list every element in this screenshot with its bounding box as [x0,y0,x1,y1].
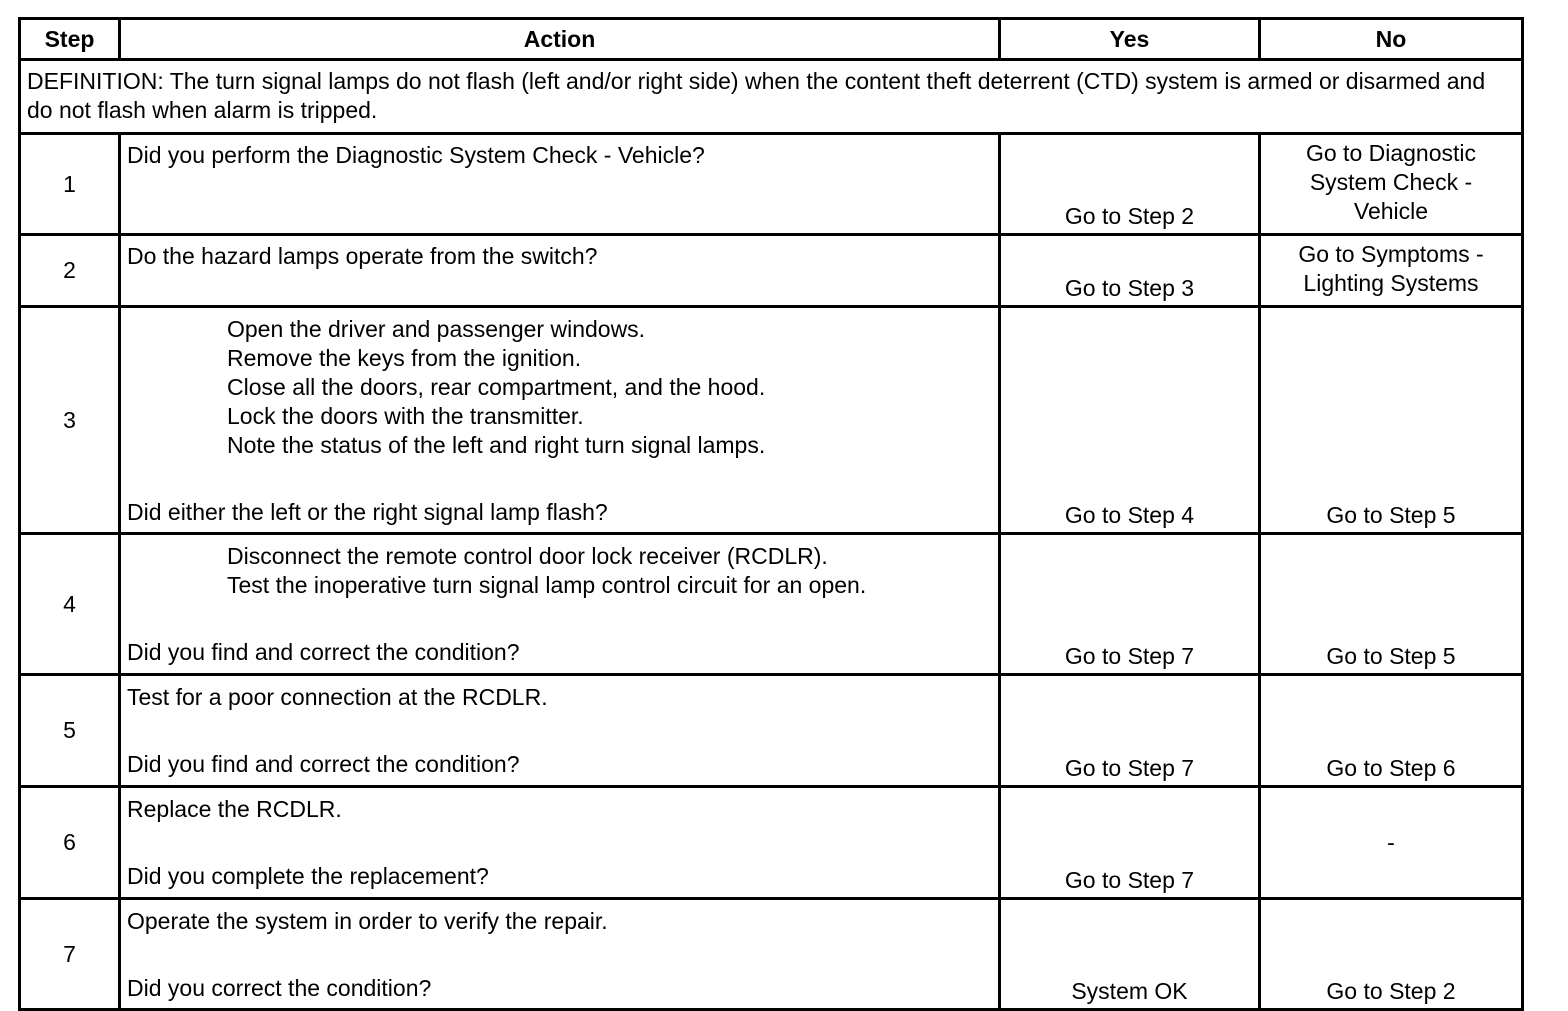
step-number: 3 [20,307,120,534]
yes-action: Go to Step 2 [1064,203,1195,229]
yes-cell [1000,675,1260,787]
table-row [20,235,1523,307]
definition-row [20,60,1523,134]
no-action: Go to Step 5 [1326,502,1456,528]
question-text: Do the hazard lamps operate from the switch? [127,243,598,269]
yes-action: Go to Step 7 [1064,867,1195,893]
no-action: Go to Step 2 [1326,978,1456,1004]
table-row [20,675,1523,787]
action-cell [120,307,1000,534]
table-row [20,307,1523,534]
action-cell [120,235,1000,307]
no-cell [1260,899,1523,1010]
substep-text: Lock the doors with the transmitter. [227,403,584,429]
question-text: Did either the left or the right signal lamp flash? [127,499,608,525]
yes-cell [1000,787,1260,899]
action-cell [120,675,1000,787]
diagnostic-table [18,17,1524,1011]
step-number: 7 [20,899,120,1010]
step-number: 6 [20,787,120,899]
substep-text: Test the inoperative turn signal lamp control circuit for an open. [227,572,867,598]
no-action: Go to Step 6 [1326,755,1456,781]
question-text: Did you correct the condition? [127,975,432,1001]
question-text: Did you find and correct the condition? [127,639,520,665]
yes-cell [1000,307,1260,534]
question-text: Did you complete the replacement? [127,863,489,889]
no-cell [1260,134,1523,235]
table-row [20,787,1523,899]
table-row [20,534,1523,675]
question-text: Did you perform the Diagnostic System Check - Vehicle? [127,142,705,168]
table-row [20,899,1523,1010]
action-cell [120,534,1000,675]
substep-text: Open the driver and passenger windows. [227,316,646,342]
step-number: 2 [20,235,120,307]
instruction-text: Operate the system in order to verify the repair. [127,908,608,934]
yes-cell [1000,134,1260,235]
no-action: - [1387,829,1395,855]
question-text: Did you find and correct the condition? [127,751,520,777]
header-row [20,19,1523,60]
header-no: No [1260,19,1523,60]
yes-cell [1000,534,1260,675]
yes-cell [1000,235,1260,307]
substep-text: Remove the keys from the ignition. [227,345,582,371]
no-cell [1260,235,1523,307]
substep-text: Close all the doors, rear compartment, and the hood. [227,374,766,400]
yes-action: Go to Step 7 [1064,755,1195,781]
no-cell [1260,787,1523,899]
substep-text: Note the status of the left and right turn signal lamps. [227,432,766,458]
no-action: Go to Diagnostic System Check - Vehicle [1305,140,1477,224]
no-cell [1260,307,1523,534]
step-number: 4 [20,534,120,675]
action-cell [120,899,1000,1010]
header-action: Action [120,19,1000,60]
action-cell [120,134,1000,235]
yes-action: Go to Step 4 [1064,502,1195,528]
instruction-text: Replace the RCDLR. [127,796,342,822]
action-cell [120,787,1000,899]
no-cell [1260,534,1523,675]
yes-action: Go to Step 3 [1064,275,1195,301]
instruction-text: Test for a poor connection at the RCDLR. [127,684,548,710]
no-action: Go to Step 5 [1326,643,1456,669]
header-yes: Yes [1000,19,1260,60]
definition-text: DEFINITION: The turn signal lamps do not flash (left and/or right side) when the content theft deterrent (CTD) system is armed or disarmed and do not flash when alarm is tripped. [20,60,1523,134]
no-cell [1260,675,1523,787]
yes-action: System OK [1071,978,1188,1004]
yes-cell [1000,899,1260,1010]
header-step: Step [20,19,120,60]
step-number: 5 [20,675,120,787]
step-number: 1 [20,134,120,235]
table-row [20,134,1523,235]
yes-action: Go to Step 7 [1064,643,1195,669]
no-action: Go to Symptoms - Lighting Systems [1298,241,1484,296]
substep-text: Disconnect the remote control door lock receiver (RCDLR). [227,543,828,569]
